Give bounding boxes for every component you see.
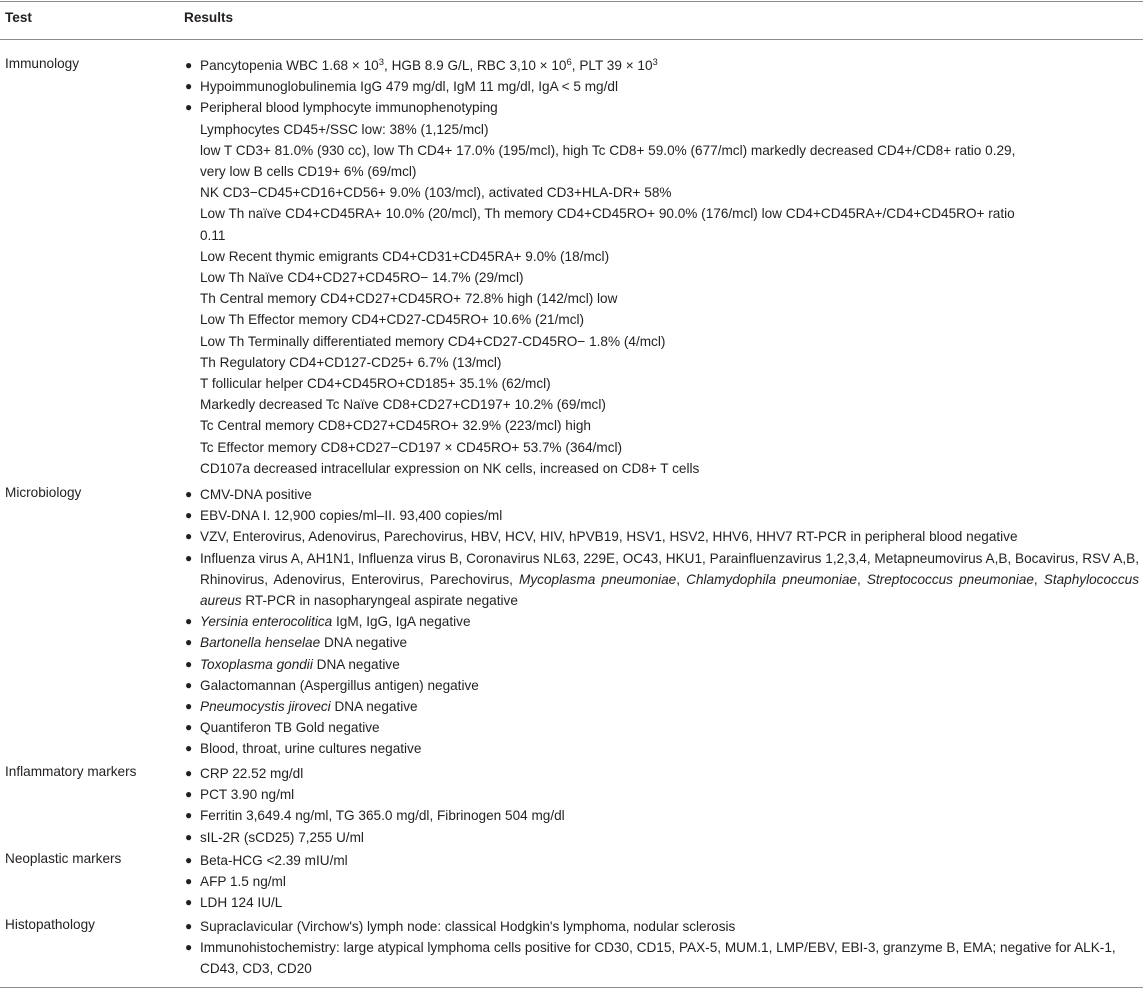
superscript: 6 — [566, 57, 572, 68]
row-label: Microbiology — [5, 485, 82, 500]
marker-text: Beta-HCG <2.39 mIU/ml — [200, 853, 348, 868]
phenotyping-title: Peripheral blood lymphocyte immunophenotyping — [200, 100, 498, 116]
bullet-icon: ● — [185, 550, 193, 565]
organism-name: Bartonella henselae — [200, 635, 321, 651]
histopathology-text: Supraclavicular (Virchow's) lymph node: classical Hodgkin's lymphoma, nodular sclerosis — [200, 919, 736, 934]
phenotyping-line: Tc Central memory CD8+CD27+CD45RO+ 32.9% (223/mcl) high — [200, 418, 591, 434]
marker-text: AFP 1.5 ng/ml — [200, 874, 286, 890]
phenotyping-lines — [200, 119, 1139, 479]
bullet-icon: ● — [185, 874, 193, 889]
bullet-icon: ● — [185, 508, 193, 523]
phenotyping-line: T follicular helper CD4+CD45RO+CD185+ 35.1% (62/mcl) — [200, 376, 551, 392]
phenotyping-line: low T CD3+ 81.0% (930 cc), low Th CD4+ 17.0% (195/mcl), high Tc CD8+ 59.0% (677/mcl) markedly decreased CD4+/CD8+ ratio 0.29, — [200, 142, 1016, 158]
text-part: , HGB 8.9 G/L, RBC 3,10 × 10 — [384, 58, 567, 73]
influenza-text — [200, 551, 1139, 608]
list-item — [184, 526, 1139, 547]
list-item — [184, 654, 1139, 675]
bullet-icon: ● — [185, 79, 193, 94]
organism-name: Pneumocystis jiroveci — [200, 699, 331, 715]
phenotyping-line: Th Central memory CD4+CD27+CD45RO+ 72.8% high (142/mcl) low — [200, 291, 618, 307]
marker-text: Ferritin 3,649.4 ng/ml, TG 365.0 mg/dl, Fibrinogen 504 mg/dl — [200, 808, 565, 824]
table-header-rule — [0, 39, 1143, 40]
list-item — [184, 505, 1139, 526]
ebv-text: EBV-DNA I. 12,900 copies/ml–II. 93,400 copies/ml — [200, 508, 503, 524]
list-item — [184, 97, 1139, 479]
cultures-text: Blood, throat, urine cultures negative — [200, 741, 422, 757]
row-label: Immunology — [5, 56, 80, 71]
table-top-rule — [0, 1, 1143, 2]
bullet-icon: ● — [185, 919, 193, 933]
bullet-icon: ● — [185, 677, 193, 692]
bullet-icon: ● — [185, 635, 193, 650]
list-item — [184, 738, 1139, 759]
organism-name: Chlamydophila pneumoniae — [686, 571, 857, 587]
organism-name: Toxoplasma gondii — [200, 656, 313, 672]
list-item — [184, 763, 1139, 784]
vzv-text: VZV, Enterovirus, Adenovirus, Parechovirus, HBV, HCV, HIV, hPVB19, HSV1, HSV2, HHV6, HHV7 RT-PCR in peripheral blood negative — [200, 529, 1018, 545]
list-item — [184, 696, 1139, 717]
list-item — [184, 76, 1139, 97]
organism-name: Yersinia enterocolitica — [200, 614, 333, 630]
table-header-row — [0, 10, 1143, 34]
bullet-icon: ● — [185, 741, 193, 756]
list-item — [184, 548, 1139, 612]
bullet-icon: ● — [185, 614, 193, 629]
superscript: 3 — [652, 57, 658, 68]
results-list — [184, 484, 1139, 760]
phenotyping-line: Low Th Naïve CD4+CD27+CD45RO− 14.7% (29/mcl) — [200, 270, 524, 286]
cmv-text: CMV-DNA positive — [200, 487, 312, 502]
bullet-icon: ● — [185, 656, 193, 671]
list-item — [184, 611, 1139, 632]
bullet-icon: ● — [185, 895, 193, 910]
text-part: DNA negative — [312, 656, 400, 672]
bullet-icon: ● — [185, 100, 193, 115]
phenotyping-line: Low Recent thymic emigrants CD4+CD31+CD45RA+ 9.0% (18/mcl) — [200, 248, 610, 264]
bullet-icon: ● — [185, 829, 193, 844]
list-item — [184, 892, 1139, 913]
bullet-icon: ● — [185, 529, 193, 544]
bullet-icon: ● — [185, 940, 193, 955]
marker-text: PCT 3.90 ng/ml — [200, 787, 295, 803]
phenotyping-line: Th Regulatory CD4+CD127-CD25+ 6.7% (13/mcl) — [200, 354, 502, 370]
bullet-icon: ● — [185, 766, 193, 780]
list-item — [184, 484, 1139, 505]
quantiferon-text: Quantiferon TB Gold negative — [200, 720, 380, 736]
organism-name: Mycoplasma pneumoniae — [519, 571, 677, 587]
list-item — [184, 55, 1139, 76]
galactomannan-text: Galactomannan (Aspergillus antigen) negative — [200, 677, 479, 693]
text-part: DNA negative — [320, 635, 408, 651]
header-results: Results — [184, 10, 234, 25]
results-list — [184, 55, 1139, 479]
phenotyping-line: Markedly decreased Tc Naïve CD8+CD27+CD197+ 10.2% (69/mcl) — [200, 397, 606, 413]
list-item — [184, 871, 1139, 892]
results-list — [184, 763, 1139, 848]
marker-text: CRP 22.52 mg/dl — [200, 766, 304, 781]
text-part: Influenza virus A, AH1N1, Influenza virus B, Coronavirus NL63, 229E, OC43, HKU1, Parainfluenzavirus 1,2,3,4, Metapneumovirus A,B, Bocavirus, RSV A,B, Rhinovirus, Adenovirus, Enterovirus, Parechovirus, — [200, 550, 1139, 587]
text-part: RT-PCR in nasopharyngeal aspirate negative — [241, 593, 518, 609]
phenotyping-line: CD107a decreased intracellular expression on NK cells, increased on CD8+ T cells — [200, 460, 700, 476]
text-part: DNA negative — [330, 699, 418, 715]
superscript: 3 — [378, 57, 385, 68]
phenotyping-line: Low Th Terminally differentiated memory CD4+CD27-CD45RO− 1.8% (4/mcl) — [200, 333, 666, 349]
phenotyping-line: Low Th Effector memory CD4+CD27-CD45RO+ 10.6% (21/mcl) — [200, 312, 585, 328]
list-item — [184, 784, 1139, 805]
phenotyping-line: very low B cells CD19+ 6% (69/mcl) — [200, 164, 417, 180]
histopathology-text: Immunohistochemistry: large atypical lymphoma cells positive for CD30, CD15, PAX-5, MUM.1, LMP/EBV, EBI-3, granzyme B, EMA; negative for ALK-1, CD43, CD3, CD20 — [200, 940, 1116, 977]
table-bottom-rule — [0, 987, 1143, 988]
pancytopenia-text — [200, 58, 658, 73]
text-part: , — [856, 571, 867, 587]
bullet-icon: ● — [185, 720, 193, 735]
phenotyping-line: Lymphocytes CD45+/SSC low: 38% (1,125/mcl) — [200, 121, 489, 137]
bullet-icon: ● — [185, 487, 193, 501]
list-item — [184, 850, 1139, 871]
list-item — [184, 632, 1139, 653]
list-item — [184, 717, 1139, 738]
bullet-icon: ● — [185, 699, 193, 714]
list-item — [184, 827, 1139, 848]
row-label: Inflammatory markers — [5, 764, 137, 779]
results-list — [184, 916, 1139, 980]
phenotyping-line: 0.11 — [200, 227, 226, 243]
list-item — [184, 805, 1139, 826]
bullet-icon: ● — [185, 853, 193, 867]
results-list — [184, 850, 1139, 914]
marker-text: LDH 124 IU/L — [200, 895, 283, 911]
text-part: , PLT 39 × 10 — [571, 58, 653, 73]
row-label: Histopathology — [5, 917, 95, 932]
marker-text: sIL-2R (sCD25) 7,255 U/ml — [200, 829, 364, 845]
organism-name: Staphylococcus aureus — [200, 571, 1139, 609]
phenotyping-line: Low Th naïve CD4+CD45RA+ 10.0% (20/mcl), Th memory CD4+CD45RO+ 90.0% (176/mcl) low CD4+CD45RA+/CD4+CD45RO+ ratio — [200, 206, 1015, 222]
row-label: Neoplastic markers — [5, 851, 122, 866]
list-item — [184, 675, 1139, 696]
text-part: , — [676, 571, 687, 587]
list-item — [184, 916, 1139, 937]
bullet-icon: ● — [185, 787, 193, 802]
text-part: IgM, IgG, IgA negative — [332, 614, 471, 630]
text-part: Pancytopenia WBC 1.68 × 10 — [200, 58, 379, 73]
list-item — [184, 937, 1139, 979]
header-test: Test — [5, 10, 32, 25]
phenotyping-line: NK CD3−CD45+CD16+CD56+ 9.0% (103/mcl), activated CD3+HLA-DR+ 58% — [200, 185, 672, 201]
hypoimmunoglobulinemia-text: Hypoimmunoglobulinemia IgG 479 mg/dl, IgM 11 mg/dl, IgA < 5 mg/dl — [200, 79, 618, 95]
bullet-icon: ● — [185, 808, 193, 823]
text-part: , — [1033, 571, 1044, 587]
bullet-icon: ● — [185, 58, 193, 72]
phenotyping-line: Tc Effector memory CD8+CD27−CD197 × CD45RO+ 53.7% (364/mcl) — [200, 439, 623, 455]
organism-name: Streptococcus pneumoniae — [866, 571, 1034, 587]
